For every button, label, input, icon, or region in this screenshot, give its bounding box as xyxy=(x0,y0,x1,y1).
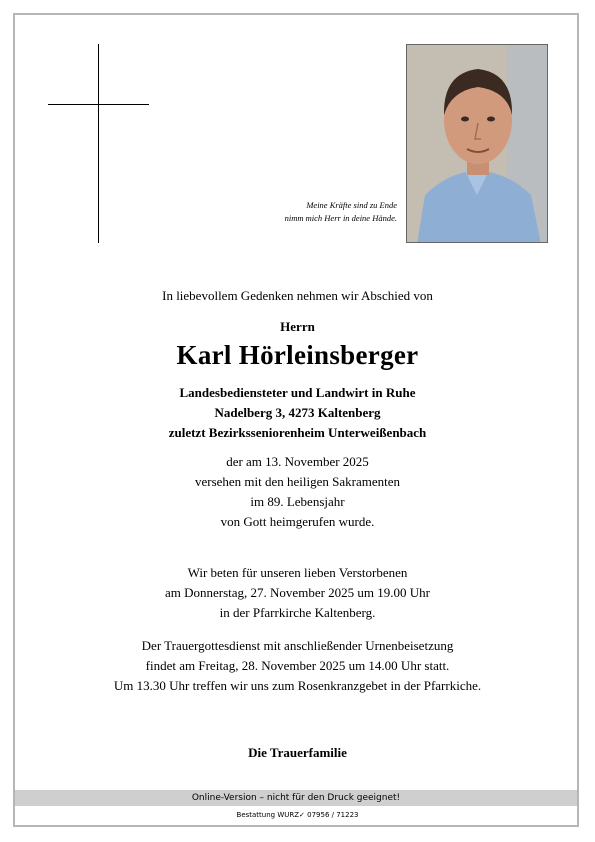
portrait-photo xyxy=(406,44,548,243)
detail-line: Landesbediensteter und Landwirt in Ruhe xyxy=(179,385,416,400)
service-line: findet am Freitag, 28. November 2025 um 14.00 Uhr statt. xyxy=(145,658,450,673)
death-line: der am 13. November 2025 xyxy=(226,454,369,469)
death-line: im 89. Lebensjahr xyxy=(250,494,345,509)
death-line: versehen mit den heiligen Sakramenten xyxy=(194,474,401,489)
service-line: Um 13.30 Uhr treffen wir uns zum Rosenkranzgebet in der Pfarrkiche. xyxy=(113,678,482,693)
detail-line: Nadelberg 3, 4273 Kaltenberg xyxy=(214,405,381,420)
quote-line: nimm mich Herr in deine Hände. xyxy=(284,213,397,223)
portrait-illustration xyxy=(407,45,548,243)
undertaker-footer: Bestattung WURZ✓ 07956 / 71223 xyxy=(236,811,359,819)
death-line: von Gott heimgerufen wurde. xyxy=(220,514,375,529)
rosary-line: in der Pfarrkirche Kaltenberg. xyxy=(219,605,376,620)
online-version-bar: Online-Version – nicht für den Druck geeignet! xyxy=(15,790,577,806)
cross-icon-horizontal xyxy=(48,104,149,105)
deceased-name: Karl Hörleinsberger xyxy=(176,340,419,370)
rosary-notice xyxy=(0,563,595,623)
death-notice xyxy=(0,452,595,532)
intro-text: In liebevollem Gedenken nehmen wir Abschied von xyxy=(162,288,433,303)
quote xyxy=(285,199,397,225)
service-line: Der Trauergottesdienst mit anschließender Urnenbeisetzung xyxy=(141,638,454,653)
funeral-service-notice xyxy=(0,636,595,696)
deceased-details xyxy=(0,383,595,443)
cross-icon-vertical xyxy=(98,44,99,243)
rosary-line: Wir beten für unseren lieben Verstorbenen xyxy=(187,565,408,580)
honorific: Herrn xyxy=(280,319,315,334)
rosary-line: am Donnerstag, 27. November 2025 um 19.00 Uhr xyxy=(164,585,430,600)
quote-line: Meine Kräfte sind zu Ende xyxy=(306,200,397,210)
family-signature: Die Trauerfamilie xyxy=(248,745,347,760)
detail-line: zuletzt Bezirksseniorenheim Unterweißenbach xyxy=(168,425,427,440)
